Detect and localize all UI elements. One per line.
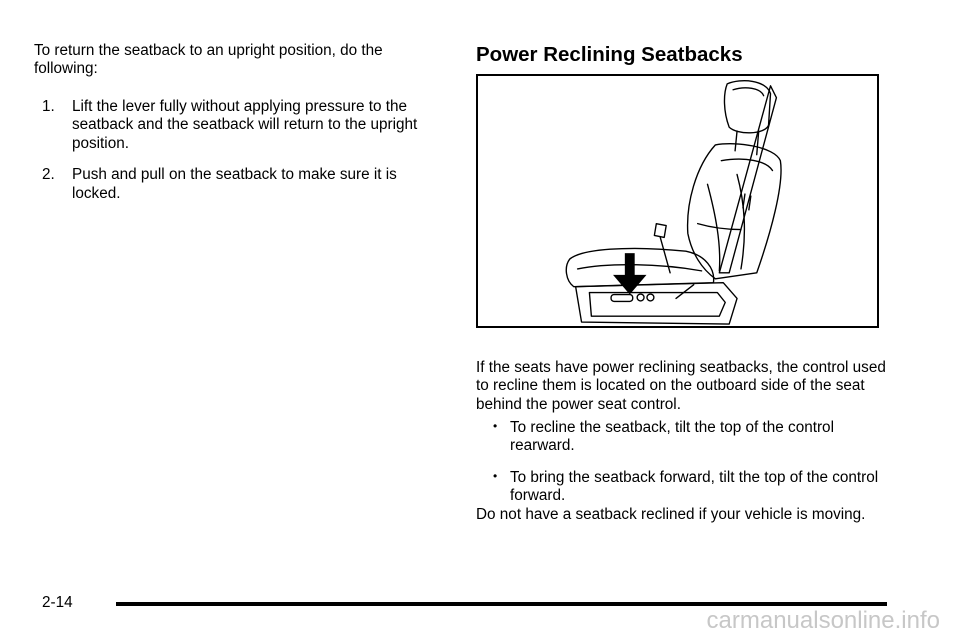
page-number: 2-14 xyxy=(42,594,73,611)
closing-paragraph: Do not have a seatback reclined if your vehicle is moving. xyxy=(476,506,866,523)
seat-figure xyxy=(476,74,879,328)
step-text: Push and pull on the seatback to make sure it is locked. xyxy=(72,166,397,202)
section-heading: Power Reclining Seatbacks xyxy=(476,43,743,66)
body-paragraph: If the seats have power reclining seatbacks, the control used to recline them is located on the outboard side of the seat behind the power seat control. xyxy=(476,359,886,413)
list-item xyxy=(476,469,896,506)
bullet-text: To recline the seatback, tilt the top of the control rearward. xyxy=(510,419,834,455)
bullet-icon: • xyxy=(493,419,498,433)
footer-rule xyxy=(116,602,887,606)
list-item xyxy=(34,166,444,203)
steps-list xyxy=(34,98,444,203)
power-seat-illustration-icon xyxy=(478,76,877,326)
list-item xyxy=(34,98,444,153)
intro-paragraph: To return the seatback to an upright position, do the following: xyxy=(34,42,383,78)
list-item xyxy=(476,419,896,456)
bullet-icon: • xyxy=(493,468,498,483)
bullet-text: To bring the seatback forward, tilt the top of the control forward. xyxy=(510,468,879,505)
step-text: Lift the lever fully without applying pressure to the seatback and the seatback will return to the upright position. xyxy=(72,98,418,152)
bullet-list xyxy=(476,419,896,506)
step-number: 1. xyxy=(42,98,55,115)
step-number: 2. xyxy=(42,166,55,184)
watermark: carmanualsonline.info xyxy=(706,607,940,634)
